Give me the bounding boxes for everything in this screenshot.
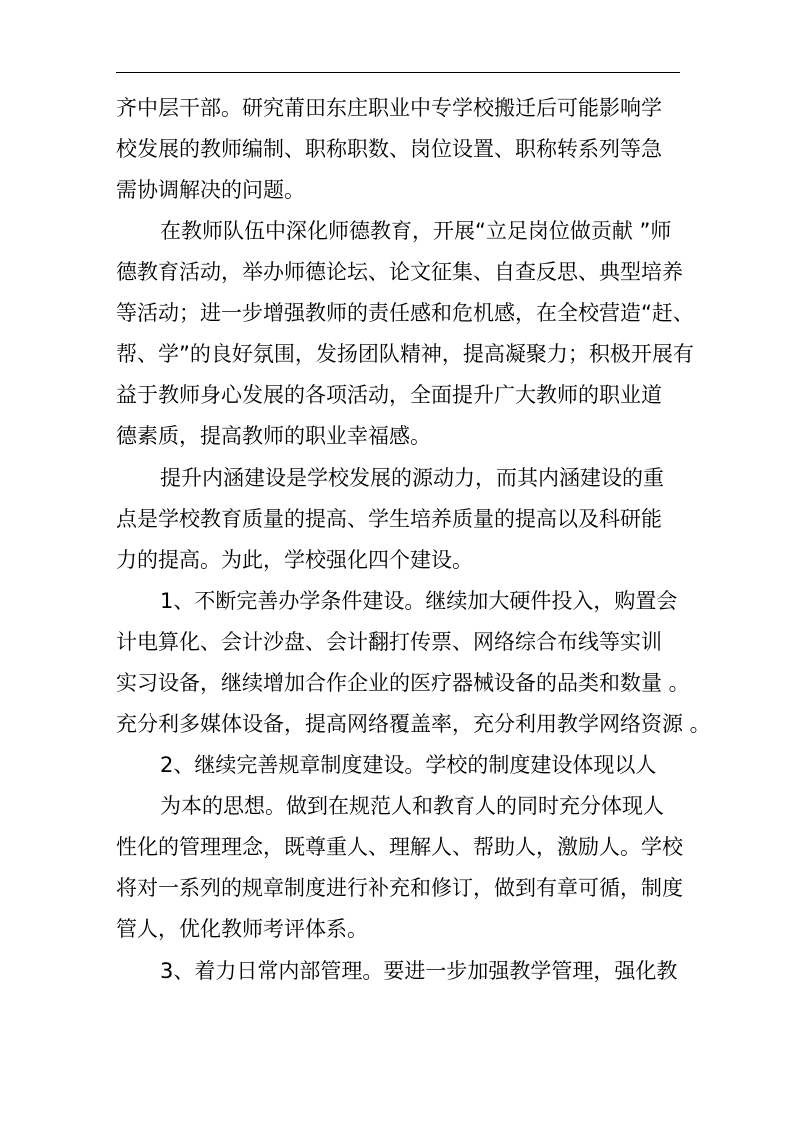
- text-line: 提升内涵建设是学校发展的源动力，而其内涵建设的重: [160, 466, 664, 490]
- header-rule: [116, 72, 680, 73]
- text-line: 齐中层干部。研究莆田东庄职业中专学校搬迁后可能影响学: [116, 96, 662, 120]
- text-line: 为本的思想。做到在规范人和教育人的同时充分体现人: [160, 794, 664, 818]
- text-line: 益于教师身心发展的各项活动，全面提升广大教师的职业道: [116, 383, 662, 407]
- text-line: 在教师队伍中深化师德教育，开展“立足岗位做贡献 ”师: [160, 219, 672, 243]
- text-line: 2、继续完善规章制度建设。学校的制度建设体现以人: [160, 753, 657, 777]
- text-line: 力的提高。为此，学校强化四个建设。: [116, 548, 473, 572]
- text-line: 德素质，提高教师的职业幸福感。: [116, 424, 431, 448]
- text-line: 充分利多媒体设备，提高网络覆盖率，充分利用教学网络资源 。: [116, 712, 711, 736]
- text-line: 将对一系列的规章制度进行补充和修订，做到有章可循，制度: [116, 876, 683, 900]
- text-line: 等活动；进一步增强教师的责任感和危机感，在全校营造“赶、: [116, 301, 694, 325]
- text-line: 帮、学”的良好氛围，发扬团队精神，提高凝聚力；积极开展有: [116, 342, 694, 366]
- text-line: 点是学校教育质量的提高、学生培养质量的提高以及科研能: [116, 507, 662, 531]
- text-line: 计电算化、会计沙盘、会计翻打传票、网络综合布线等实训: [116, 630, 662, 654]
- text-line: 德教育活动，举办师德论坛、论文征集、自查反思、典型培养: [116, 260, 683, 284]
- text-line: 实习设备，继续增加合作企业的医疗器械设备的品类和数量 。: [116, 671, 690, 695]
- text-line: 需协调解决的问题。: [116, 178, 305, 202]
- text-line: 3、着力日常内部管理。要进一步加强教学管理，强化教: [160, 959, 678, 983]
- text-line: 管人，优化教师考评体系。: [116, 917, 368, 941]
- text-line: 校发展的教师编制、职称职数、岗位设置、职称转系列等急: [116, 137, 662, 161]
- text-line: 性化的管理理念，既尊重人、理解人、帮助人，激励人。学校: [116, 835, 683, 859]
- text-line: 1、不断完善办学条件建设。继续加大硬件投入，购置会: [160, 589, 678, 613]
